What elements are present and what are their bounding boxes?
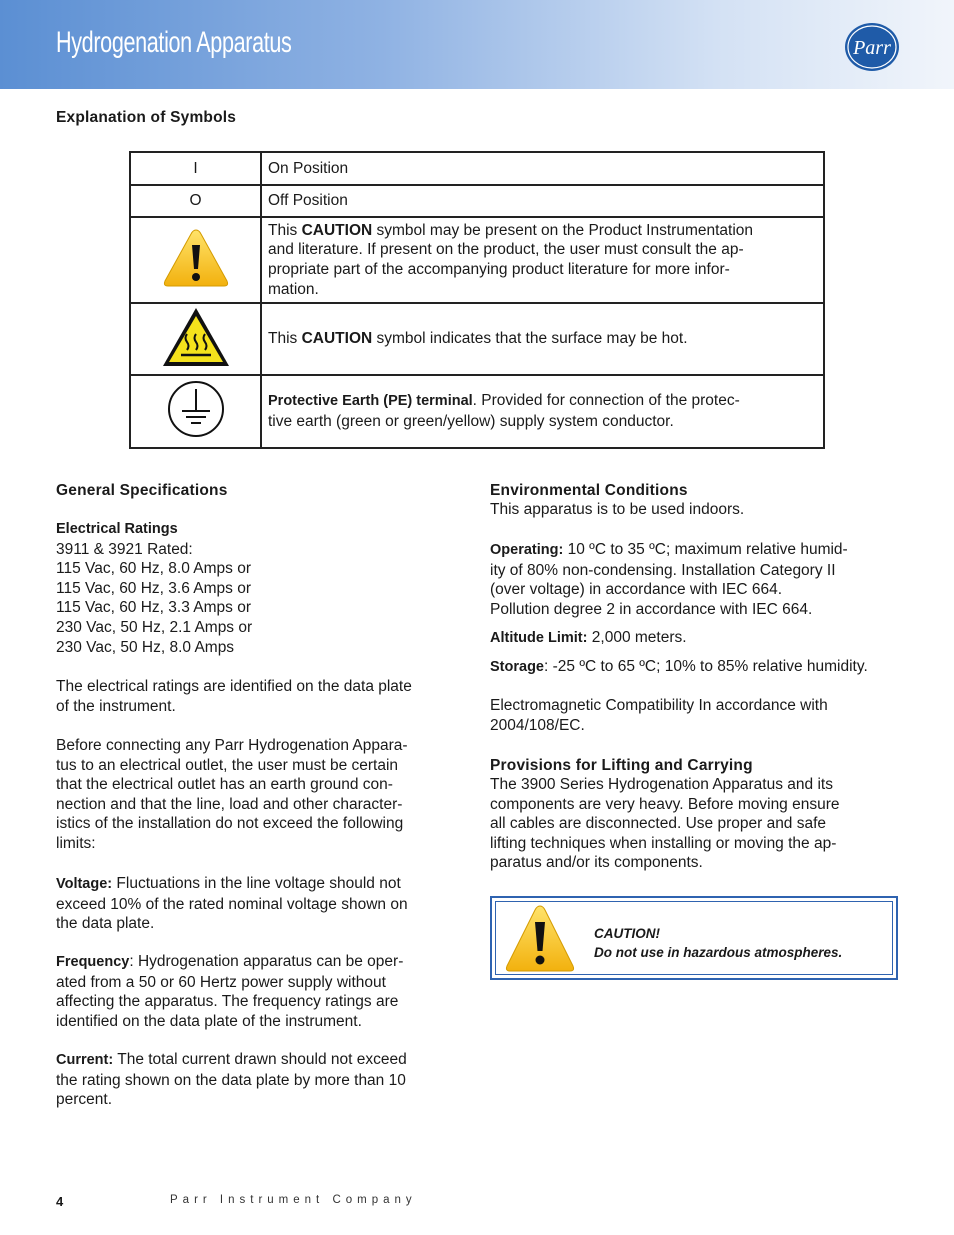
caution-triangle-icon [162,227,230,289]
altitude-text: Altitude Limit: 2,000 meters. [490,629,687,646]
caution-message: CAUTION! Do not use in hazardous atmospheres. [594,926,843,960]
current-text: Current: The total current drawn should not exceed the rating shown on the data plate by more than 10 percent. [56,1051,407,1109]
lifting-heading: Provisions for Lifting and Carrying [490,757,753,774]
caution-box [490,896,898,980]
table-row [130,185,824,217]
symbol-cell [130,217,261,303]
emc-text: Electromagnetic Compatibility In accordance with 2004/108/EC. [490,697,828,734]
parr-logo [844,22,900,72]
hot-surface-icon [161,306,231,368]
symbol-cell [130,375,261,448]
symbol-cell: I [130,152,261,185]
description-cell: Off Position [261,185,824,217]
electrical-ratings-heading: Electrical Ratings [56,521,178,537]
description-cell: On Position [261,152,824,185]
ratings-identified-text: The electrical ratings are identified on the data plate of the instrument. [56,678,412,715]
frequency-text: Frequency: Hydrogenation apparatus can be oper- ated from a 50 or 60 Hertz power supply without affecting the apparatus. The frequency ratings are identified on the data plate of the instrument. [56,953,404,1030]
page-header [0,0,954,89]
operating-text: Operating: 10 ºC to 35 ºC; maximum relative humid- ity of 80% non-condensing. Installation Category II (over voltage) in accordance with IEC 664. Pollution degree 2 in accordance with IEC 664. [490,541,848,618]
lifting-text: The 3900 Series Hydrogenation Apparatus and its components are very heavy. Before moving ensure all cables are disconnected. Use proper and safe lifting techniques when installing or moving the ap- paratus and/or its components. [490,776,840,872]
general-specs-heading: General Specifications [56,482,228,499]
symbols-heading: Explanation of Symbols [56,109,237,126]
table-row [130,375,824,448]
footer-company: Parr Instrument Company [170,1194,417,1206]
indoors-text: This apparatus is to be used indoors. [490,501,745,518]
logo-text: Parr [853,37,891,59]
voltage-text: Voltage: Fluctuations in the line voltage should not exceed 10% of the rated nominal voltage shown on the data plate. [56,875,408,933]
description-cell: This CAUTION symbol may be present on the Product Instrumentation and literature. If present on the product, the user must consult the ap- propriate part of the accompanying product literature for more infor- mation. [261,217,824,303]
symbol-cell [130,303,261,375]
page-title: Hydrogenation Apparatus [56,26,292,59]
symbols-table [129,151,825,449]
protective-earth-icon [166,379,226,439]
description-cell: Protective Earth (PE) terminal. Provided for connection of the protec- tive earth (green or green/yellow) supply system conductor. [261,375,824,448]
table-row [130,303,824,375]
page-number: 4 [56,1194,64,1209]
storage-text: Storage: -25 ºC to 65 ºC; 10% to 85% relative humidity. [490,658,868,675]
electrical-ratings: Electrical Ratings 3911 & 3921 Rated: 115 Vac, 60 Hz, 8.0 Amps or 115 Vac, 60 Hz, 3.6 Amps or 115 Vac, 60 Hz, 3.3 Amps or 230 Vac, 50 Hz, 2.1 Amps or 230 Vac, 50 Hz, 8.0 Amps [56,520,466,657]
caution-triangle-icon [504,904,576,974]
table-row [130,152,824,185]
environmental-heading: Environmental Conditions [490,482,688,499]
description-cell: This CAUTION symbol indicates that the surface may be hot. [261,303,824,375]
table-row [130,217,824,303]
before-connecting-text: Before connecting any Parr Hydrogenation Appara- tus to an electrical outlet, the user must be certain that the electrical outlet has an earth ground con- nection and that the line, load and other character- istics of the installation do not exceed the following limits: [56,737,408,852]
symbol-cell: O [130,185,261,217]
